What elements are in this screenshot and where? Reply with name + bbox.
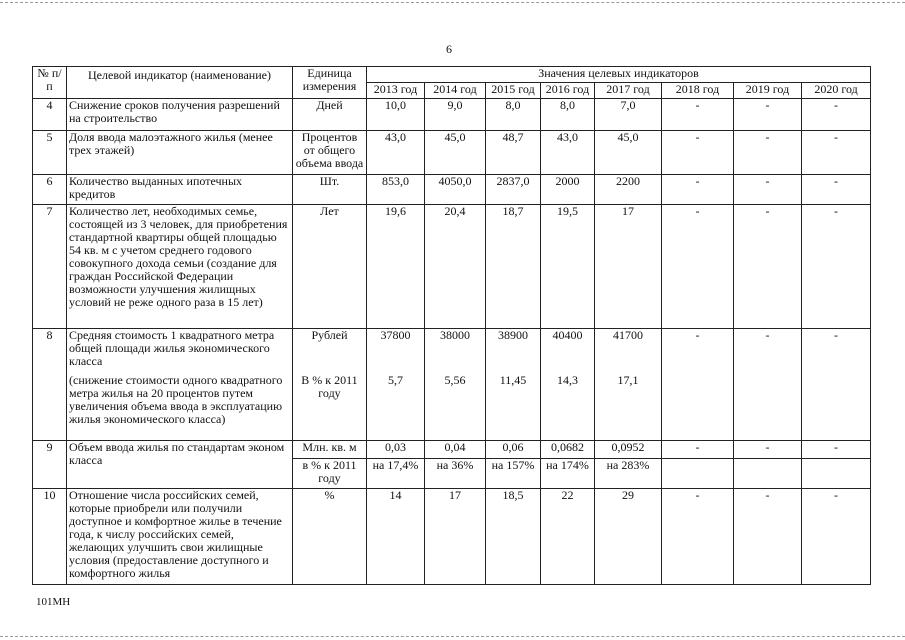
- row-number: 4: [33, 99, 67, 131]
- indicator-name: [67, 329, 293, 441]
- unit-cell: Процентов от общего объема ввода: [293, 131, 367, 175]
- value-cell: 2200: [595, 175, 662, 205]
- footer-code: 101МН: [36, 596, 71, 608]
- row-number: 8: [33, 329, 67, 441]
- value-main: 38000: [440, 328, 470, 342]
- value-cell: [662, 459, 734, 489]
- page-number: 6: [446, 42, 452, 56]
- value-cell: [425, 329, 486, 441]
- table-row: [33, 99, 871, 131]
- unit-secondary: В % к 2011 году: [301, 373, 358, 400]
- value-cell: -: [734, 99, 802, 131]
- header-year: 2020 год: [802, 83, 871, 99]
- unit-cell: [293, 329, 367, 441]
- value-cell: 2837,0: [486, 175, 541, 205]
- value-cell: -: [802, 205, 871, 329]
- unit-cell: Шт.: [293, 175, 367, 205]
- indicator-name: Количество выданных ипотечных кредитов: [67, 175, 293, 205]
- value-cell: 0,0952: [595, 441, 662, 459]
- value-cell: 4050,0: [425, 175, 486, 205]
- indicators-table: [32, 66, 871, 585]
- value-cell: -: [734, 489, 802, 585]
- value-cell: 19,5: [541, 205, 595, 329]
- indicator-name-note: (снижение стоимости одного квадратного метра жилья на 20 процентов путем увеличения объема ввода в эксплуатацию жилья экономического класса): [69, 373, 283, 426]
- indicator-name: Снижение сроков получения разрешений на строительство: [67, 99, 293, 131]
- value-cell: на 283%: [595, 459, 662, 489]
- value-cell: 18,7: [486, 205, 541, 329]
- header-values: Значения целевых индикаторов: [367, 67, 871, 83]
- value-cell: -: [662, 175, 734, 205]
- value-cell: 2000: [541, 175, 595, 205]
- header-year: 2016 год: [541, 83, 595, 99]
- indicator-name: Отношение числа российских семей, которые приобрели или получили доступное и комфортное жилье в течение года, к числу российских семей, желающих улучшить свои жилищные условия (предоставление доступного и комфортного жилья: [67, 489, 293, 585]
- value-cell: -: [802, 489, 871, 585]
- value-cell: -: [734, 329, 802, 441]
- value-cell: -: [734, 205, 802, 329]
- indicator-name: Количество лет, необходимых семье, состоящей из 3 человек, для приобретения стандартной квартиры общей площадью 54 кв. м с учетом среднего годового совокупного дохода семьи (создание для граждан Российской Федерации возможности улучшения жилищных условий не реже одного раза в 15 лет): [67, 205, 293, 329]
- header-unit: Единица измерения: [293, 67, 367, 99]
- header-row-1: [33, 67, 871, 83]
- header-no: № п/п: [33, 67, 67, 99]
- value-cell: 14: [367, 489, 425, 585]
- unit-main: Рублей: [311, 328, 348, 342]
- value-secondary: 11,45: [499, 373, 527, 387]
- value-cell: -: [802, 441, 871, 459]
- table-row: [33, 131, 871, 175]
- value-cell: -: [662, 329, 734, 441]
- value-cell: -: [802, 175, 871, 205]
- indicator-name: Объем ввода жилья по стандартам эконом класса: [67, 441, 293, 489]
- value-cell: на 157%: [486, 459, 541, 489]
- value-cell: 853,0: [367, 175, 425, 205]
- value-main: 40400: [552, 328, 583, 342]
- value-cell: 43,0: [541, 131, 595, 175]
- header-year: 2019 год: [734, 83, 802, 99]
- value-cell: -: [662, 99, 734, 131]
- value-cell: 0,0682: [541, 441, 595, 459]
- value-cell: [367, 329, 425, 441]
- value-cell: -: [662, 205, 734, 329]
- row-number: 6: [33, 175, 67, 205]
- table-row: [33, 489, 871, 585]
- unit-cell: в % к 2011 году: [293, 459, 367, 489]
- value-cell: [802, 459, 871, 489]
- value-cell: 0,04: [425, 441, 486, 459]
- table-row: [33, 175, 871, 205]
- value-secondary: 17,1: [617, 373, 639, 387]
- header-year: 2013 год: [367, 83, 425, 99]
- table-row: [33, 205, 871, 329]
- row-number: 5: [33, 131, 67, 175]
- value-secondary: 14,3: [557, 373, 578, 387]
- value-cell: -: [662, 131, 734, 175]
- unit-cell: %: [293, 489, 367, 585]
- value-cell: 17: [595, 205, 662, 329]
- value-main: 38900: [498, 328, 528, 342]
- scan-edge-top: [0, 2, 905, 3]
- value-cell: 8,0: [541, 99, 595, 131]
- value-cell: -: [802, 131, 871, 175]
- header-year: 2015 год: [486, 83, 541, 99]
- value-cell: 18,5: [486, 489, 541, 585]
- value-cell: -: [662, 489, 734, 585]
- value-cell: [734, 459, 802, 489]
- value-cell: [595, 329, 662, 441]
- value-cell: 45,0: [595, 131, 662, 175]
- value-main: 37800: [380, 328, 411, 342]
- value-cell: -: [802, 99, 871, 131]
- table-row: [33, 329, 871, 441]
- value-secondary: 5,7: [388, 373, 403, 387]
- value-cell: на 36%: [425, 459, 486, 489]
- value-cell: [486, 329, 541, 441]
- value-cell: 9,0: [425, 99, 486, 131]
- value-cell: на 17,4%: [367, 459, 425, 489]
- value-main: 41700: [613, 328, 643, 342]
- value-cell: 0,03: [367, 441, 425, 459]
- value-cell: 45,0: [425, 131, 486, 175]
- scan-edge-bottom: [0, 636, 905, 637]
- value-secondary: 5,56: [444, 373, 466, 387]
- row-number: 9: [33, 441, 67, 489]
- value-cell: 29: [595, 489, 662, 585]
- value-cell: на 174%: [541, 459, 595, 489]
- header-year: 2014 год: [425, 83, 486, 99]
- value-cell: -: [734, 175, 802, 205]
- value-cell: -: [802, 329, 871, 441]
- unit-cell: Млн. кв. м: [293, 441, 367, 459]
- indicator-name-main: Средняя стоимость 1 квадратного метра общей площади жилья экономического класса: [69, 328, 275, 368]
- value-cell: 10,0: [367, 99, 425, 131]
- value-cell: 8,0: [486, 99, 541, 131]
- value-cell: 43,0: [367, 131, 425, 175]
- table-row: [33, 441, 871, 459]
- value-cell: 0,06: [486, 441, 541, 459]
- value-cell: [541, 329, 595, 441]
- value-cell: 19,6: [367, 205, 425, 329]
- row-number: 10: [33, 489, 67, 585]
- value-cell: -: [662, 441, 734, 459]
- value-cell: -: [734, 441, 802, 459]
- value-cell: -: [734, 131, 802, 175]
- header-year: 2018 год: [662, 83, 734, 99]
- value-cell: 17: [425, 489, 486, 585]
- unit-cell: Лет: [293, 205, 367, 329]
- indicator-name: Доля ввода малоэтажного жилья (менее трех этажей): [67, 131, 293, 175]
- value-cell: 20,4: [425, 205, 486, 329]
- value-cell: 7,0: [595, 99, 662, 131]
- unit-cell: Дней: [293, 99, 367, 131]
- value-cell: 22: [541, 489, 595, 585]
- header-year: 2017 год: [595, 83, 662, 99]
- header-indicator: Целевой индикатор (наименование): [67, 67, 293, 99]
- row-number: 7: [33, 205, 67, 329]
- value-cell: 48,7: [486, 131, 541, 175]
